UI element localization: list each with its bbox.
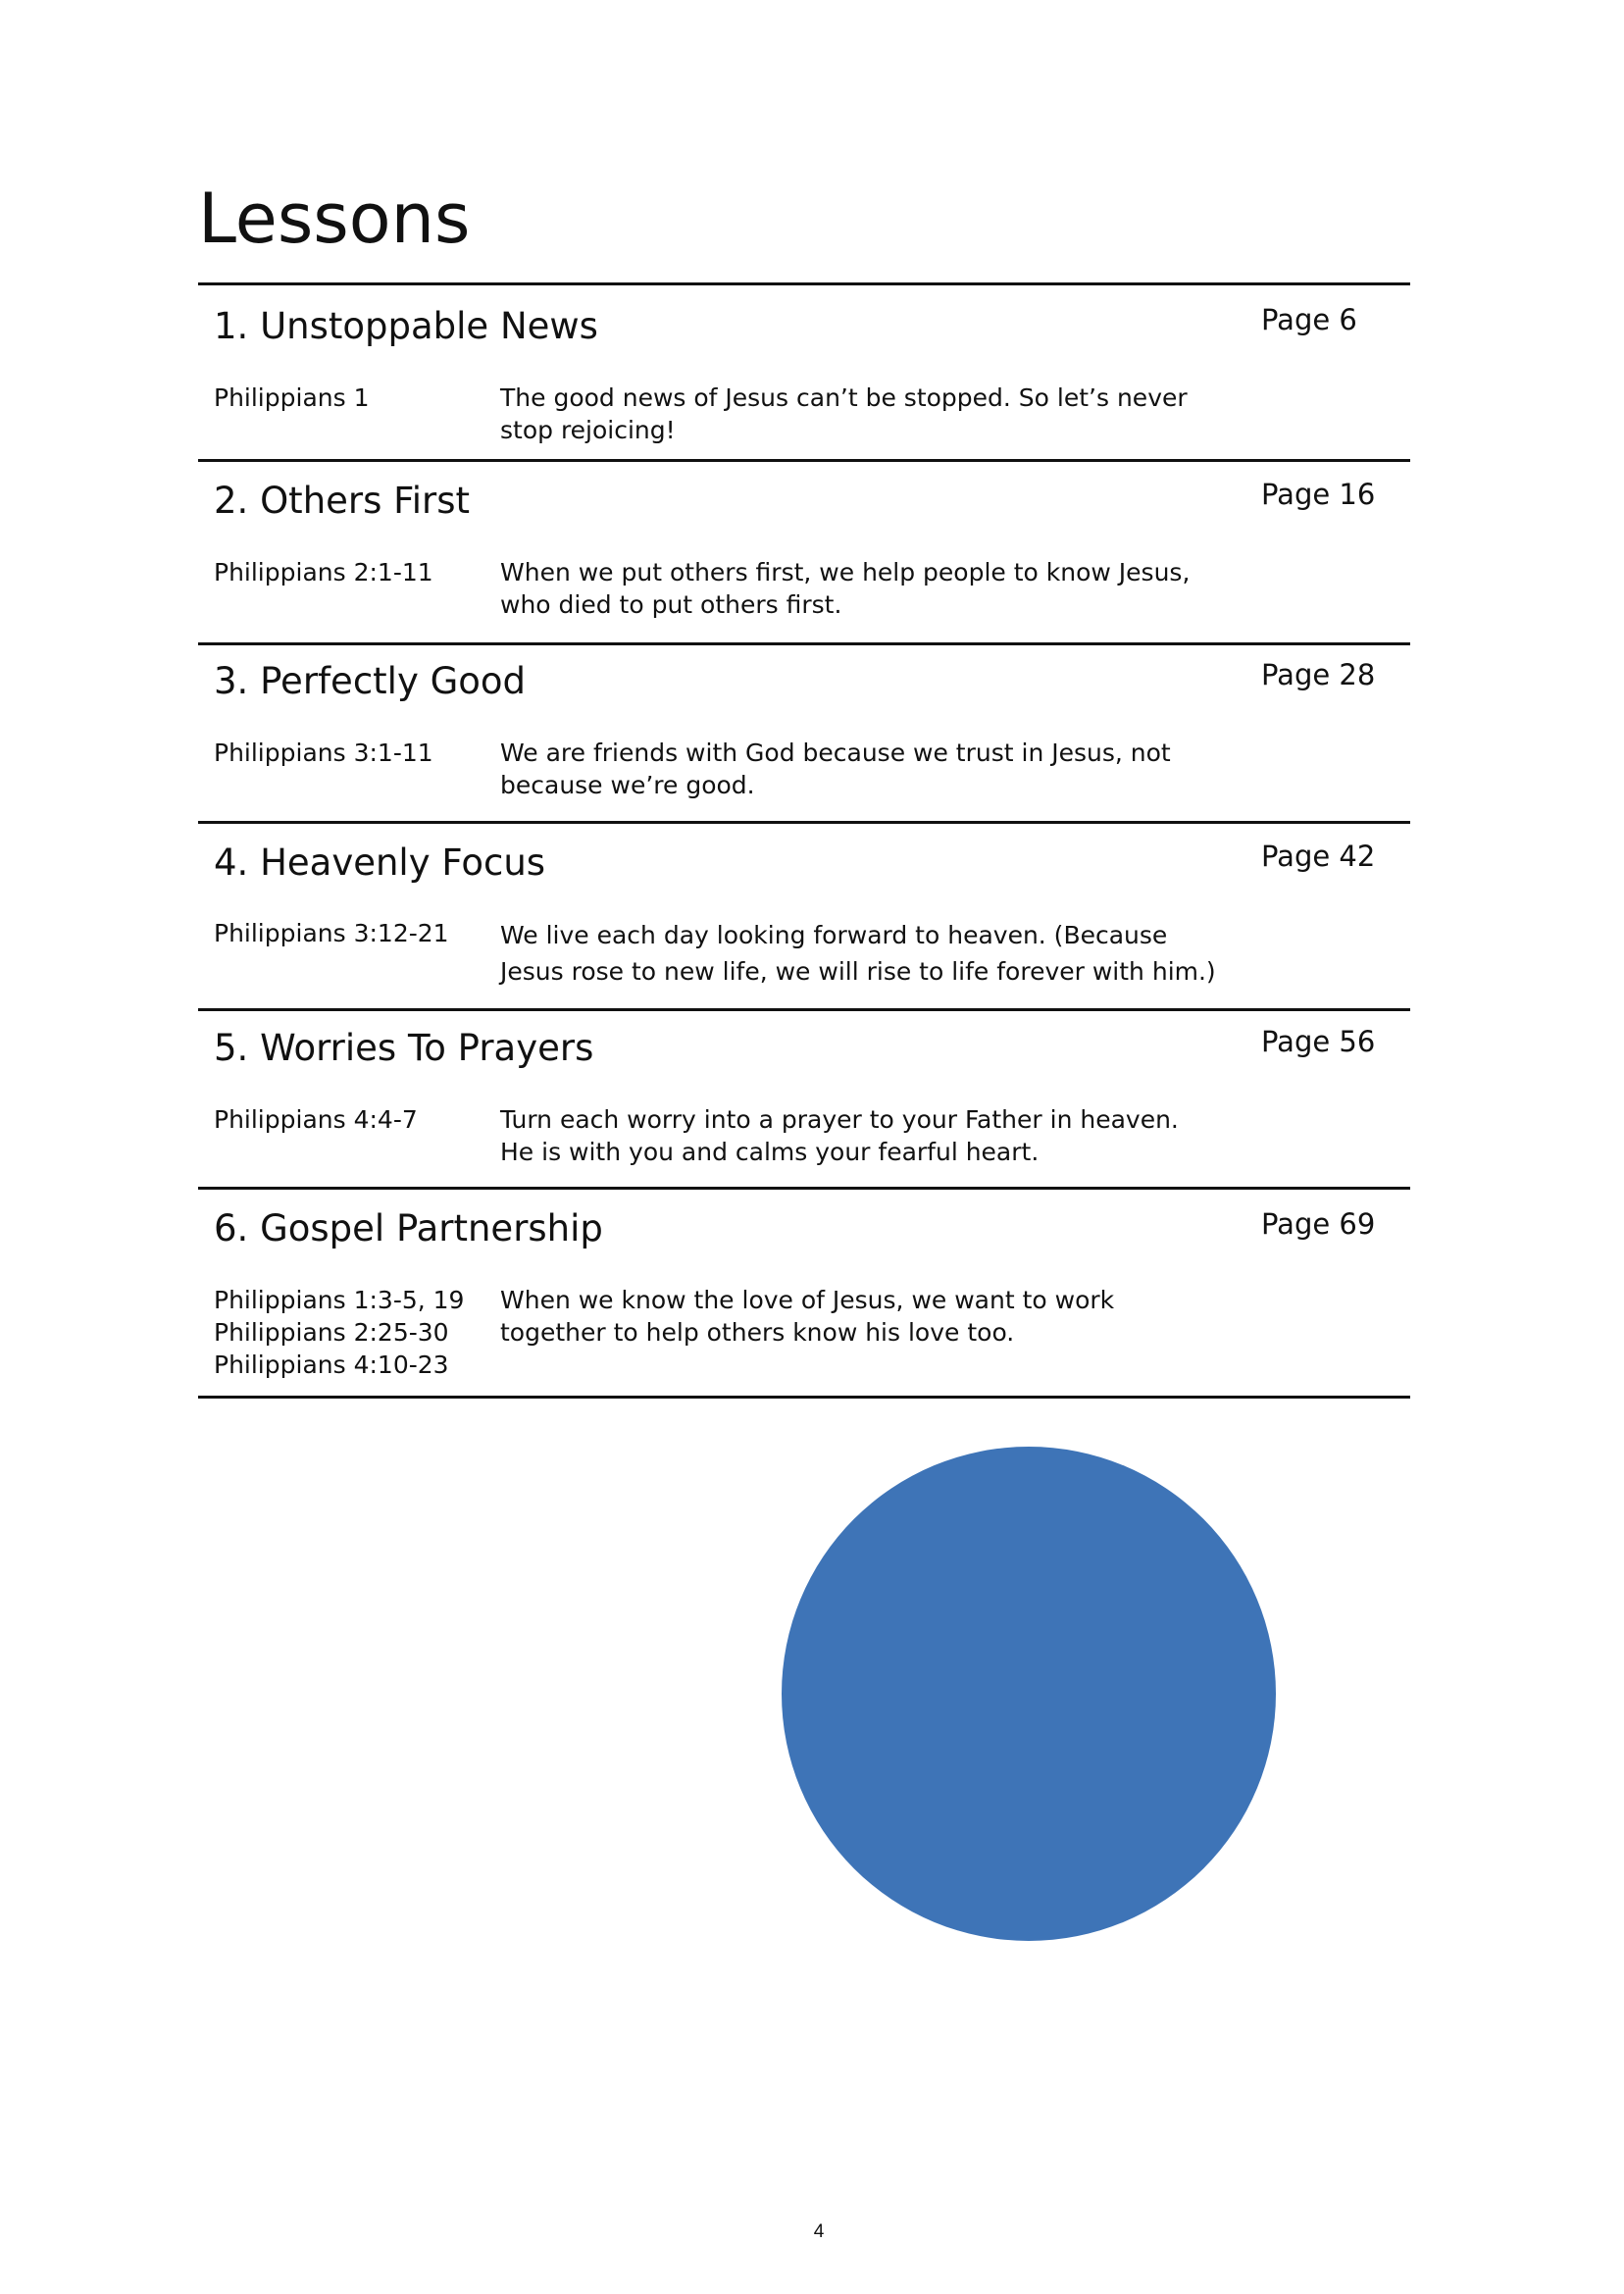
scripture-ref: Philippians 4:4-7 [214,1105,418,1134]
summary-line: We are friends with God because we trust in Jesus, not [500,739,1171,767]
summary-line: The good news of Jesus can’t be stopped. So let’s never [500,383,1188,412]
lesson-title: 5. Worries To Prayers [214,1027,594,1069]
decorative-circle [782,1447,1276,1941]
page-title: Lessons [198,178,471,259]
lesson-summary [500,1103,1245,1168]
lesson-summary [500,917,1245,990]
summary-line: When we know the love of Jesus, we want to work [500,1286,1115,1314]
divider-rule [198,1187,1410,1190]
lesson-page-reference: Page 56 [1261,1025,1376,1058]
lesson-title: 6. Gospel Partnership [214,1207,603,1249]
summary-line: together to help others know his love too. [500,1318,1015,1347]
summary-line: When we put others first, we help people to know Jesus, [500,558,1191,586]
divider-rule [198,282,1410,285]
scripture-ref: Philippians 4:10-23 [214,1351,449,1379]
scripture-ref: Philippians 2:1-11 [214,558,433,586]
lesson-summary [500,737,1245,801]
scripture-ref: Philippians 3:12-21 [214,919,449,947]
summary-line: Turn each worry into a prayer to your Father in heaven. [500,1105,1179,1134]
lesson-page-reference: Page 16 [1261,478,1376,511]
lesson-summary [500,1284,1245,1349]
summary-line: stop rejoicing! [500,416,676,444]
summary-line: who died to put others first. [500,590,842,619]
divider-rule [198,1008,1410,1011]
scripture-ref: Philippians 1 [214,383,370,412]
divider-rule [198,459,1410,462]
lesson-scripture-refs [214,737,433,769]
lesson-title: 3. Perfectly Good [214,660,527,702]
lesson-scripture-refs [214,382,369,414]
summary-line: because we’re good. [500,771,755,799]
summary-line: We live each day looking forward to heaven. (Because [500,921,1168,949]
lesson-title: 4. Heavenly Focus [214,841,546,884]
lesson-page-reference: Page 69 [1261,1207,1376,1241]
lesson-scripture-refs [214,556,433,588]
page-number: 4 [813,2221,825,2242]
lesson-summary [500,382,1245,446]
lesson-page-reference: Page 6 [1261,303,1357,336]
summary-line: Jesus rose to new life, we will rise to life forever with him.) [500,957,1216,986]
summary-line: He is with you and calms your fearful heart. [500,1138,1040,1166]
divider-rule [198,821,1410,824]
lesson-page-reference: Page 28 [1261,658,1376,691]
lesson-title: 2. Others First [214,480,471,522]
lesson-scripture-refs [214,917,449,949]
scripture-ref: Philippians 3:1-11 [214,739,433,767]
divider-rule [198,642,1410,645]
divider-rule [198,1396,1410,1399]
lesson-summary [500,556,1245,621]
scripture-ref: Philippians 2:25-30 [214,1318,449,1347]
lesson-title: 1. Unstoppable News [214,305,598,347]
lesson-scripture-refs [214,1284,464,1381]
lesson-page-reference: Page 42 [1261,840,1376,873]
scripture-ref: Philippians 1:3-5, 19 [214,1286,465,1314]
lesson-scripture-refs [214,1103,418,1136]
